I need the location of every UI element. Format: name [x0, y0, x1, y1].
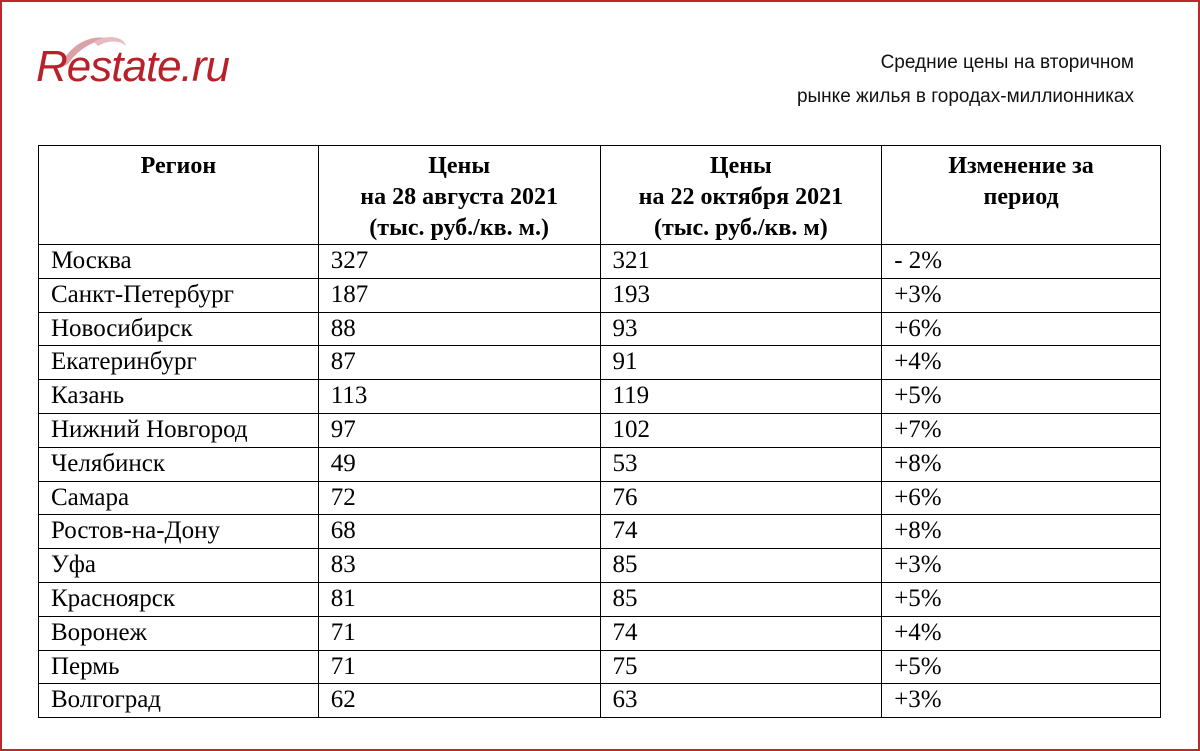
cell-price-aug: 187 [318, 278, 600, 312]
cell-change: +3% [882, 549, 1161, 583]
table-row [39, 346, 1161, 380]
cell-price-aug: 71 [318, 616, 600, 650]
cell-price-oct: 321 [600, 245, 882, 279]
header-line: Регион [140, 153, 217, 179]
cell-price-aug: 97 [318, 413, 600, 447]
cell-price-aug: 327 [318, 245, 600, 279]
cell-price-aug: 81 [318, 582, 600, 616]
header-line: на 28 августа 2021 [360, 184, 558, 210]
logo-text: Restate.ru [36, 42, 229, 91]
cell-region: Челябинск [39, 447, 319, 481]
cell-change: +5% [882, 650, 1161, 684]
cell-region: Самара [39, 481, 319, 515]
cell-change: +6% [882, 481, 1161, 515]
header-change [882, 146, 1161, 245]
cell-price-oct: 85 [600, 582, 882, 616]
cell-price-aug: 71 [318, 650, 600, 684]
cell-region: Красноярск [39, 582, 319, 616]
cell-change: +8% [882, 515, 1161, 549]
cell-price-oct: 102 [600, 413, 882, 447]
table-row [39, 515, 1161, 549]
cell-change: +3% [882, 684, 1161, 718]
header-line: (тыс. руб./кв. м) [654, 215, 828, 241]
table-row [39, 413, 1161, 447]
cell-price-aug: 87 [318, 346, 600, 380]
cell-region: Воронеж [39, 616, 319, 650]
table-row [39, 616, 1161, 650]
cell-price-aug: 88 [318, 312, 600, 346]
heading-line-2: рынке жилья в городах-миллионниках [796, 86, 1134, 107]
cell-price-aug: 83 [318, 549, 600, 583]
cell-price-oct: 63 [600, 684, 882, 718]
cell-price-aug: 62 [318, 684, 600, 718]
cell-price-oct: 76 [600, 481, 882, 515]
table-row [39, 312, 1161, 346]
restate-logo[interactable] [36, 34, 266, 104]
cell-region: Ростов-на-Дону [39, 515, 319, 549]
cell-region: Уфа [39, 549, 319, 583]
cell-region: Пермь [39, 650, 319, 684]
header-price-oct [600, 146, 882, 245]
cell-price-oct: 93 [600, 312, 882, 346]
header-line: Цены [709, 153, 772, 179]
table-header-row [39, 146, 1161, 245]
table-row [39, 684, 1161, 718]
cell-change: +3% [882, 278, 1161, 312]
cell-price-aug: 49 [318, 447, 600, 481]
cell-change: +6% [882, 312, 1161, 346]
cell-region: Казань [39, 380, 319, 414]
cell-change: +4% [882, 616, 1161, 650]
cell-price-oct: 119 [600, 380, 882, 414]
table-row [39, 278, 1161, 312]
table-row [39, 380, 1161, 414]
cell-region: Нижний Новгород [39, 413, 319, 447]
cell-region: Санкт-Петербург [39, 278, 319, 312]
header-line: Цены [428, 153, 491, 179]
table-row [39, 582, 1161, 616]
header-line: Изменение за [948, 153, 1094, 179]
cell-change: +5% [882, 582, 1161, 616]
cell-change: - 2% [882, 245, 1161, 279]
cell-region: Екатеринбург [39, 346, 319, 380]
cell-price-aug: 72 [318, 481, 600, 515]
cell-price-oct: 91 [600, 346, 882, 380]
cell-price-aug: 113 [318, 380, 600, 414]
cell-change: +7% [882, 413, 1161, 447]
cell-price-oct: 74 [600, 515, 882, 549]
cell-region: Москва [39, 245, 319, 279]
table-row [39, 447, 1161, 481]
page-heading [714, 46, 1134, 114]
cell-change: +5% [882, 380, 1161, 414]
prices-table [38, 145, 1161, 718]
cell-change: +8% [882, 447, 1161, 481]
heading-line-1: Средние цены на вторичном [880, 52, 1134, 73]
header-line: период [983, 184, 1059, 210]
table-row [39, 650, 1161, 684]
cell-price-oct: 193 [600, 278, 882, 312]
header-price-aug [318, 146, 600, 245]
header-line: на 22 октября 2021 [638, 184, 844, 210]
cell-region: Волгоград [39, 684, 319, 718]
header-line: (тыс. руб./кв. м.) [369, 215, 549, 241]
table-row [39, 245, 1161, 279]
cell-region: Новосибирск [39, 312, 319, 346]
cell-price-aug: 68 [318, 515, 600, 549]
table-row [39, 549, 1161, 583]
cell-price-oct: 74 [600, 616, 882, 650]
cell-price-oct: 53 [600, 447, 882, 481]
cell-price-oct: 85 [600, 549, 882, 583]
header-region [39, 146, 319, 245]
cell-change: +4% [882, 346, 1161, 380]
cell-price-oct: 75 [600, 650, 882, 684]
table-row [39, 481, 1161, 515]
